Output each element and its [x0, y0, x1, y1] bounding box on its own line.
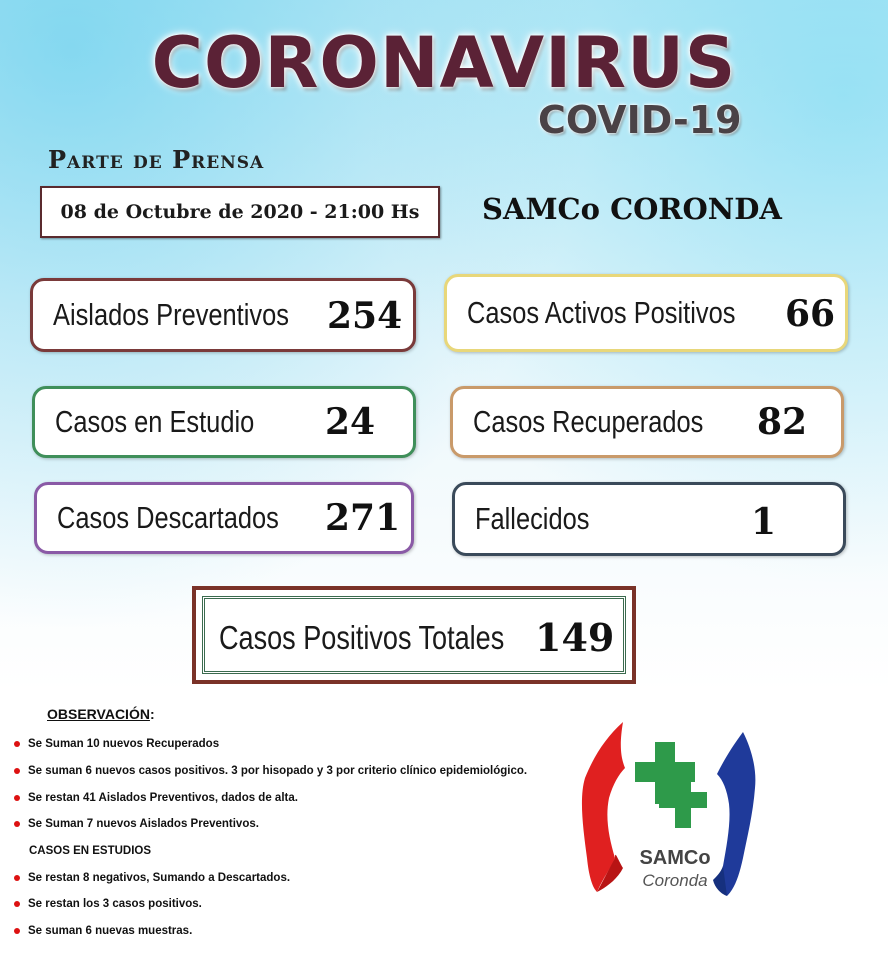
- observation-text: Se restan 8 negativos, Sumando a Descartados.: [28, 872, 291, 884]
- card-value: 271: [325, 497, 401, 539]
- hands-cross-icon: [575, 718, 775, 902]
- card-value: 24: [325, 401, 376, 443]
- card-value: 82: [757, 401, 808, 443]
- card-casos-en-estudio: [32, 386, 416, 458]
- card-value: 66: [785, 293, 836, 335]
- bullet-icon: [14, 875, 20, 881]
- card-label: Casos en Estudio: [55, 404, 255, 439]
- samco-logo: [575, 718, 775, 902]
- observation-item: [14, 898, 202, 910]
- bullet-icon: [14, 741, 20, 747]
- press-release-heading: Parte de Prensa: [48, 145, 265, 174]
- observation-item: [14, 818, 259, 830]
- card-casos-activos-positivos: [444, 274, 848, 352]
- card-value: 254: [327, 295, 403, 337]
- observation-item: [14, 738, 219, 750]
- card-label: Aislados Preventivos: [53, 297, 289, 332]
- total-inner-frame: [202, 596, 626, 674]
- subtitle: COVID-19: [538, 98, 742, 142]
- bullet-icon: [14, 928, 20, 934]
- observation-text: Se Suman 10 nuevos Recuperados: [28, 738, 220, 750]
- total-label: Casos Positivos Totales: [219, 619, 505, 656]
- card-aislados-preventivos: [30, 278, 416, 352]
- organization-name: SAMCo CORONDA: [482, 192, 782, 226]
- observation-item: [14, 765, 527, 777]
- observation-text: Se suman 6 nuevos casos positivos. 3 por hisopado y 3 por criterio clínico epidemiológico.: [28, 765, 528, 777]
- observation-text: Se Suman 7 nuevos Aislados Preventivos.: [28, 818, 259, 830]
- bullet-icon: [14, 795, 20, 801]
- observation-text: Se restan 41 Aislados Preventivos, dados de alta.: [28, 792, 298, 804]
- observation-text: Se restan los 3 casos positivos.: [28, 898, 202, 910]
- card-label: Casos Activos Positivos: [467, 295, 736, 330]
- card-label: Casos Recuperados: [473, 404, 704, 439]
- observations-subheading: CASOS EN ESTUDIOS: [29, 845, 152, 857]
- bullet-icon: [14, 768, 20, 774]
- card-label: Casos Descartados: [57, 500, 279, 535]
- bullet-icon: [14, 901, 20, 907]
- card-label: Fallecidos: [475, 501, 590, 536]
- card-value: 1: [751, 501, 777, 543]
- date-box: [40, 186, 440, 238]
- main-title: CORONAVIRUS: [151, 22, 737, 104]
- total-positive-box: [192, 586, 636, 684]
- observation-item: [14, 792, 298, 804]
- observation-item: [14, 925, 192, 937]
- card-fallecidos: [452, 482, 846, 556]
- card-casos-recuperados: [450, 386, 844, 458]
- observations-title-text: OBSERVACIÓN: [47, 706, 150, 722]
- card-casos-descartados: [34, 482, 414, 554]
- total-value: 149: [535, 615, 615, 660]
- logo-line2: Coronda: [642, 871, 708, 890]
- date-text: 08 de Octubre de 2020 - 21:00 Hs: [60, 201, 420, 223]
- observation-item: [14, 872, 290, 884]
- observation-text: Se suman 6 nuevas muestras.: [28, 925, 193, 937]
- logo-line1: SAMCo: [639, 847, 711, 869]
- bullet-icon: [14, 821, 20, 827]
- observations-title: OBSERVACIÓN:: [47, 706, 155, 722]
